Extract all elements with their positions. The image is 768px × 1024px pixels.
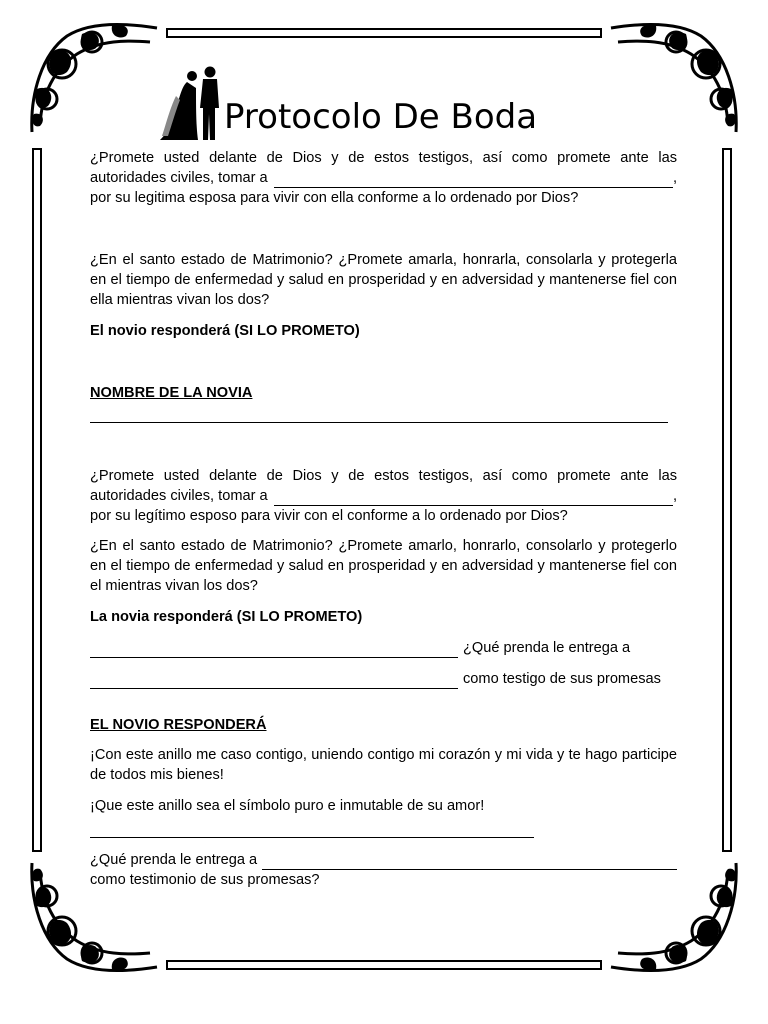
frame-right-bar [722,148,732,852]
frame-bottom-bar [166,960,602,970]
groom-answer: El novio responderá (SI LO PROMETO) [90,323,360,339]
matrimony-bride-paragraph: ¿En el santo estado de Matrimonio? ¿Promete amarlo, honrarlo, consolarlo y protegerlo en el tiempo de enfermedad y salud en prosperidad y en adversidad y mantenerse fiel con el mientras vivan los dos? [90,538,677,594]
frame-top-bar [166,28,602,38]
vow-bride-line-3: por su legítimo esposo para vivir con el conforme a lo ordenado por Dios? [90,508,568,524]
gift-question-1: ¿Qué prenda le entrega a [463,640,631,656]
vow-groom-line-2-suffix: , [672,170,677,186]
vow-groom-line-3: por su legitima esposa para vivir con ella conforme a lo ordenado por Dios? [90,190,579,206]
ring-symbol-paragraph: ¡Que este anillo sea el símbolo puro e inmutable de su amor! [90,798,485,814]
ring-vow-paragraph: ¡Con este anillo me caso contigo, uniendo contigo mi corazón y mi vida y te hago participe de todos mis bienes! [90,747,677,783]
vow-bride-line-1: ¿Promete usted delante de Dios y de estos testigos, así como promete ante las [90,468,677,484]
vow-bride-line-2-prefix: autoridades civiles, tomar a [90,488,268,504]
header [158,66,537,142]
wedding-couple-icon [158,66,222,142]
frame-left-bar [32,148,42,852]
vow-bride-line-2 [90,486,677,506]
ornament-corner-top-left [22,14,162,139]
vow-groom-line-2-prefix: autoridades civiles, tomar a [90,170,268,186]
ornament-corner-top-right [606,14,746,139]
gift-question-row-2 [90,850,677,870]
vow-groom-block [90,148,677,208]
gift-blank-1[interactable] [90,643,458,658]
witness-blank[interactable] [90,674,458,689]
witness-row [90,669,677,689]
bride-name-blank[interactable] [274,173,673,188]
groom-name-blank[interactable] [274,491,673,506]
vow-bride-line-2-suffix: , [672,488,677,504]
bride-answer: La novia responderá (SI LO PROMETO) [90,609,363,625]
bride-name-line[interactable] [90,421,668,423]
vow-groom-line-1: ¿Promete usted delante de Dios y de estos testigos, así como promete ante las [90,150,677,166]
vow-bride-block [90,466,677,526]
document-body [90,148,677,890]
matrimony-groom-paragraph: ¿En el santo estado de Matrimonio? ¿Promete amarla, honrarla, consolarla y protegerla en el tiempo de enfermedad y salud en prosperidad y en adversidad y mantenerse fiel con ella mientras vivan los dos? [90,252,677,308]
page-title: Protocolo De Boda [224,97,538,137]
witness-text: como testigo de sus promesas [463,671,661,687]
signature-line[interactable] [90,836,534,838]
testimony-text: como testimonio de sus promesas? [90,872,320,888]
gift-question-row-1 [90,638,677,658]
vow-groom-line-2 [90,168,677,188]
bride-name-label: NOMBRE DE LA NOVIA [90,385,253,401]
gift-question-2: ¿Qué prenda le entrega a [90,852,258,868]
groom-responds-heading: EL NOVIO RESPONDERÁ [90,717,267,733]
gift-blank-2[interactable] [262,855,677,870]
